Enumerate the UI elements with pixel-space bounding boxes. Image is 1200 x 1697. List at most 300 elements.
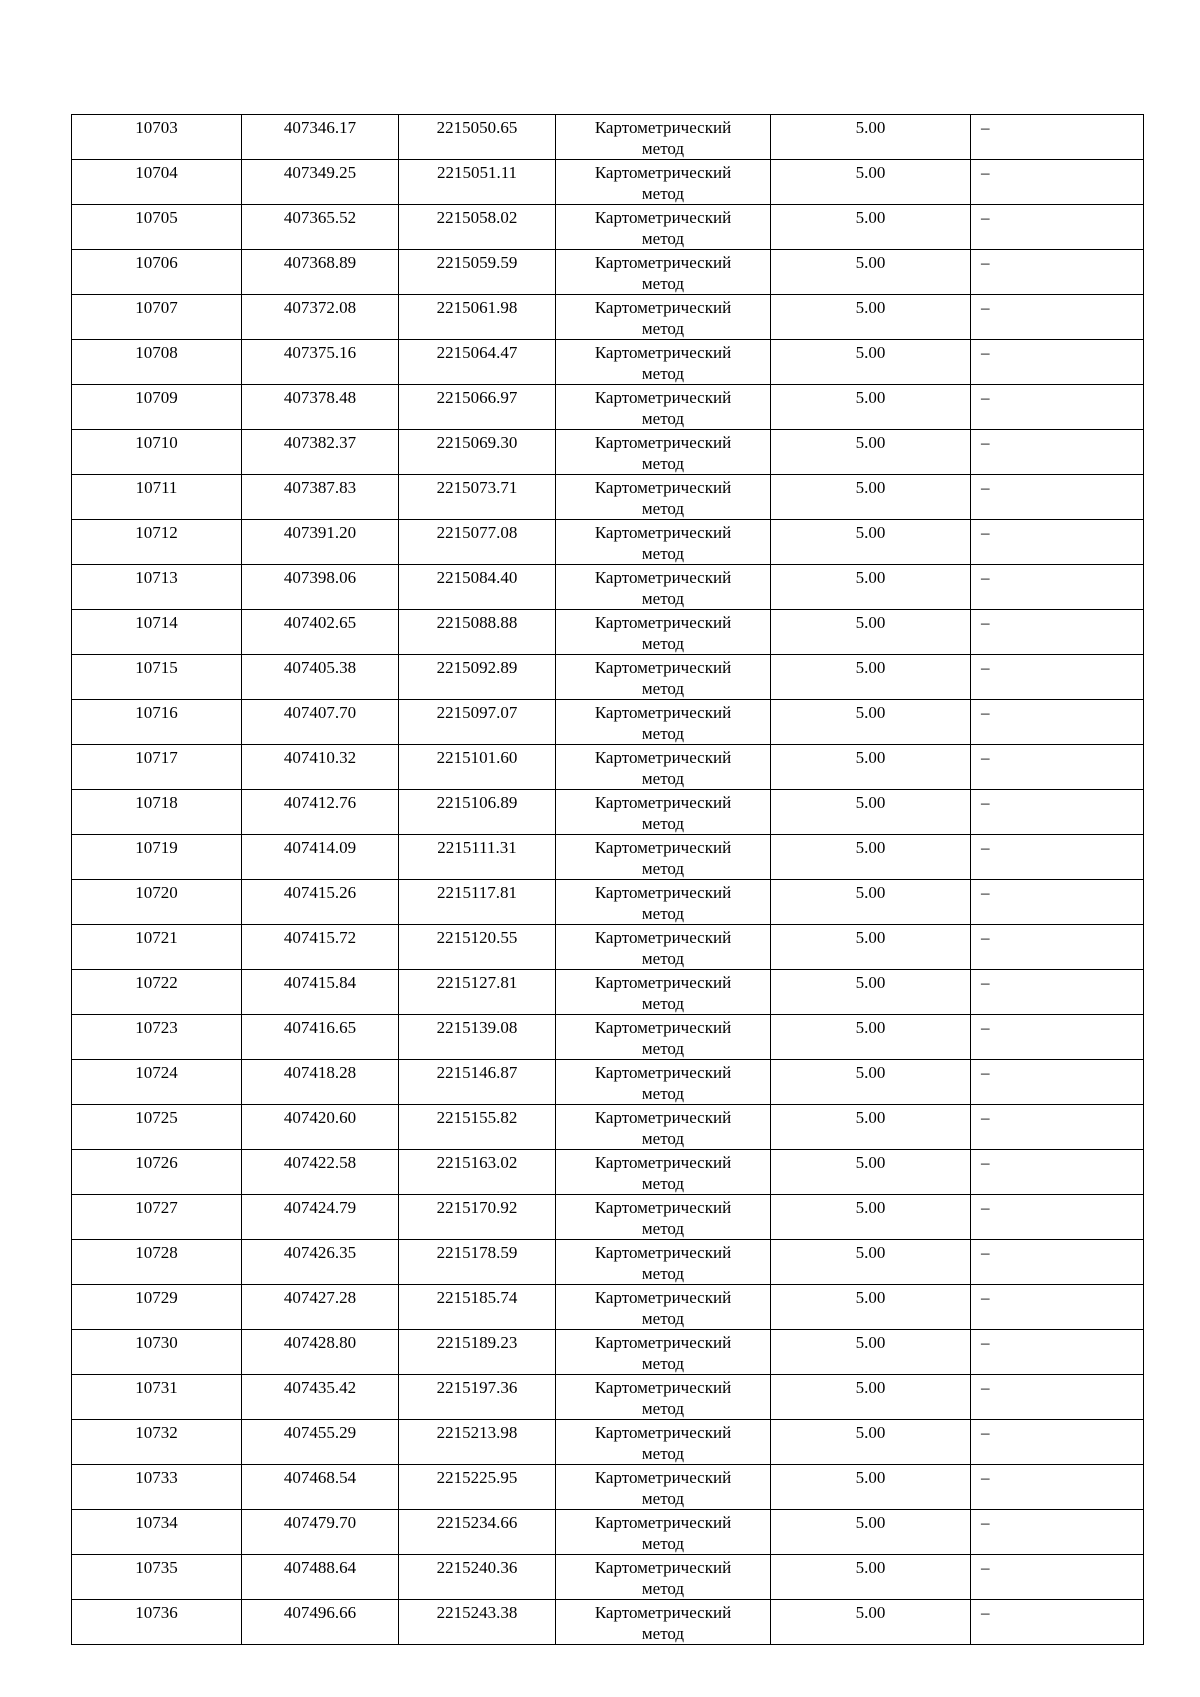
accuracy-cell: 5.00 <box>771 520 971 565</box>
note-cell: – <box>971 1150 1144 1195</box>
point-number-cell: 10716 <box>72 700 242 745</box>
accuracy-cell: 5.00 <box>771 565 971 610</box>
note-cell: – <box>971 160 1144 205</box>
x-coordinate-cell: 407420.60 <box>242 1105 399 1150</box>
method-line-1: Картометрический <box>594 658 732 677</box>
method-cell <box>556 970 771 1015</box>
point-number-cell: 10709 <box>72 385 242 430</box>
method-line-1: Картометрический <box>594 973 732 992</box>
point-number-cell: 10734 <box>72 1510 242 1555</box>
note-cell: – <box>971 250 1144 295</box>
method-cell <box>556 1285 771 1330</box>
method-line-1: Картометрический <box>594 1108 732 1127</box>
accuracy-cell: 5.00 <box>771 1015 971 1060</box>
method-line-1: Картометрический <box>594 1198 732 1217</box>
note-cell: – <box>971 1420 1144 1465</box>
point-number-cell: 10735 <box>72 1555 242 1600</box>
method-line-2: метод <box>641 1534 685 1553</box>
method-line-1: Картометрический <box>594 748 732 767</box>
method-line-1: Картометрический <box>594 1558 732 1577</box>
accuracy-cell: 5.00 <box>771 880 971 925</box>
method-line-1: Картометрический <box>594 1243 732 1262</box>
point-number-cell: 10728 <box>72 1240 242 1285</box>
accuracy-cell: 5.00 <box>771 1510 971 1555</box>
method-line-2: метод <box>641 184 685 203</box>
accuracy-cell: 5.00 <box>771 295 971 340</box>
method-line-1: Картометрический <box>594 1288 732 1307</box>
point-number-cell: 10720 <box>72 880 242 925</box>
y-coordinate-cell: 2215106.89 <box>399 790 556 835</box>
table-row <box>72 475 1144 520</box>
point-number-cell: 10724 <box>72 1060 242 1105</box>
method-line-1: Картометрический <box>594 1018 732 1037</box>
y-coordinate-cell: 2215111.31 <box>399 835 556 880</box>
table-row <box>72 1285 1144 1330</box>
y-coordinate-cell: 2215120.55 <box>399 925 556 970</box>
x-coordinate-cell: 407398.06 <box>242 565 399 610</box>
method-line-2: метод <box>641 1219 685 1238</box>
note-cell: – <box>971 115 1144 160</box>
y-coordinate-cell: 2215073.71 <box>399 475 556 520</box>
table-row <box>72 745 1144 790</box>
method-line-1: Картометрический <box>594 1378 732 1397</box>
point-number-cell: 10723 <box>72 1015 242 1060</box>
x-coordinate-cell: 407422.58 <box>242 1150 399 1195</box>
note-cell: – <box>971 565 1144 610</box>
accuracy-cell: 5.00 <box>771 1195 971 1240</box>
table-row <box>72 1330 1144 1375</box>
x-coordinate-cell: 407468.54 <box>242 1465 399 1510</box>
method-line-2: метод <box>641 1624 685 1643</box>
note-cell: – <box>971 655 1144 700</box>
point-number-cell: 10718 <box>72 790 242 835</box>
x-coordinate-cell: 407428.80 <box>242 1330 399 1375</box>
x-coordinate-cell: 407368.89 <box>242 250 399 295</box>
point-number-cell: 10710 <box>72 430 242 475</box>
point-number-cell: 10712 <box>72 520 242 565</box>
method-line-2: метод <box>641 139 685 158</box>
point-number-cell: 10707 <box>72 295 242 340</box>
accuracy-cell: 5.00 <box>771 610 971 655</box>
table-row <box>72 835 1144 880</box>
y-coordinate-cell: 2215058.02 <box>399 205 556 250</box>
accuracy-cell: 5.00 <box>771 1420 971 1465</box>
method-line-2: метод <box>641 1039 685 1058</box>
point-number-cell: 10730 <box>72 1330 242 1375</box>
x-coordinate-cell: 407405.38 <box>242 655 399 700</box>
method-line-1: Картометрический <box>594 1063 732 1082</box>
method-line-1: Картометрический <box>594 523 732 542</box>
note-cell: – <box>971 700 1144 745</box>
point-number-cell: 10708 <box>72 340 242 385</box>
x-coordinate-cell: 407415.26 <box>242 880 399 925</box>
y-coordinate-cell: 2215170.92 <box>399 1195 556 1240</box>
y-coordinate-cell: 2215061.98 <box>399 295 556 340</box>
note-cell: – <box>971 1060 1144 1105</box>
y-coordinate-cell: 2215146.87 <box>399 1060 556 1105</box>
x-coordinate-cell: 407427.28 <box>242 1285 399 1330</box>
table-row <box>72 1510 1144 1555</box>
method-line-1: Картометрический <box>594 433 732 452</box>
method-line-1: Картометрический <box>594 838 732 857</box>
method-line-2: метод <box>641 1399 685 1418</box>
accuracy-cell: 5.00 <box>771 385 971 430</box>
table-row <box>72 970 1144 1015</box>
table-row <box>72 655 1144 700</box>
table-row <box>72 430 1144 475</box>
table-row <box>72 1150 1144 1195</box>
x-coordinate-cell: 407426.35 <box>242 1240 399 1285</box>
method-line-1: Картометрический <box>594 1423 732 1442</box>
accuracy-cell: 5.00 <box>771 1465 971 1510</box>
method-cell <box>556 565 771 610</box>
note-cell: – <box>971 1510 1144 1555</box>
accuracy-cell: 5.00 <box>771 1375 971 1420</box>
point-number-cell: 10727 <box>72 1195 242 1240</box>
point-number-cell: 10736 <box>72 1600 242 1645</box>
accuracy-cell: 5.00 <box>771 1555 971 1600</box>
x-coordinate-cell: 407378.48 <box>242 385 399 430</box>
accuracy-cell: 5.00 <box>771 160 971 205</box>
y-coordinate-cell: 2215213.98 <box>399 1420 556 1465</box>
table-row <box>72 1555 1144 1600</box>
table-row <box>72 295 1144 340</box>
method-cell <box>556 745 771 790</box>
x-coordinate-cell: 407488.64 <box>242 1555 399 1600</box>
method-cell <box>556 1105 771 1150</box>
x-coordinate-cell: 407424.79 <box>242 1195 399 1240</box>
y-coordinate-cell: 2215234.66 <box>399 1510 556 1555</box>
y-coordinate-cell: 2215088.88 <box>399 610 556 655</box>
x-coordinate-cell: 407387.83 <box>242 475 399 520</box>
method-cell <box>556 250 771 295</box>
method-cell <box>556 655 771 700</box>
method-line-1: Картометрический <box>594 118 732 137</box>
x-coordinate-cell: 407365.52 <box>242 205 399 250</box>
accuracy-cell: 5.00 <box>771 1600 971 1645</box>
table-row <box>72 565 1144 610</box>
accuracy-cell: 5.00 <box>771 340 971 385</box>
method-cell <box>556 205 771 250</box>
table-row <box>72 1105 1144 1150</box>
note-cell: – <box>971 880 1144 925</box>
x-coordinate-cell: 407496.66 <box>242 1600 399 1645</box>
method-line-1: Картометрический <box>594 253 732 272</box>
accuracy-cell: 5.00 <box>771 1240 971 1285</box>
method-cell <box>556 340 771 385</box>
note-cell: – <box>971 1195 1144 1240</box>
method-line-1: Картометрический <box>594 1468 732 1487</box>
note-cell: – <box>971 475 1144 520</box>
x-coordinate-cell: 407416.65 <box>242 1015 399 1060</box>
y-coordinate-cell: 2215092.89 <box>399 655 556 700</box>
method-cell <box>556 1150 771 1195</box>
accuracy-cell: 5.00 <box>771 430 971 475</box>
x-coordinate-cell: 407391.20 <box>242 520 399 565</box>
y-coordinate-cell: 2215178.59 <box>399 1240 556 1285</box>
method-cell <box>556 700 771 745</box>
point-number-cell: 10726 <box>72 1150 242 1195</box>
method-line-2: метод <box>641 1579 685 1598</box>
point-number-cell: 10715 <box>72 655 242 700</box>
method-cell <box>556 1375 771 1420</box>
method-line-1: Картометрический <box>594 703 732 722</box>
note-cell: – <box>971 1555 1144 1600</box>
method-line-1: Картометрический <box>594 613 732 632</box>
point-number-cell: 10704 <box>72 160 242 205</box>
table-row <box>72 1600 1144 1645</box>
method-line-2: метод <box>641 679 685 698</box>
note-cell: – <box>971 925 1144 970</box>
note-cell: – <box>971 970 1144 1015</box>
table-row <box>72 610 1144 655</box>
x-coordinate-cell: 407415.72 <box>242 925 399 970</box>
note-cell: – <box>971 1105 1144 1150</box>
coordinates-table <box>71 114 1144 1645</box>
method-cell <box>556 1600 771 1645</box>
x-coordinate-cell: 407455.29 <box>242 1420 399 1465</box>
method-line-1: Картометрический <box>594 388 732 407</box>
method-cell <box>556 295 771 340</box>
table-row <box>72 1420 1144 1465</box>
method-line-2: метод <box>641 274 685 293</box>
method-cell <box>556 880 771 925</box>
method-line-1: Картометрический <box>594 163 732 182</box>
note-cell: – <box>971 205 1144 250</box>
method-line-2: метод <box>641 634 685 653</box>
method-line-2: метод <box>641 724 685 743</box>
accuracy-cell: 5.00 <box>771 970 971 1015</box>
method-line-2: метод <box>641 499 685 518</box>
method-cell <box>556 1060 771 1105</box>
table-row <box>72 340 1144 385</box>
y-coordinate-cell: 2215185.74 <box>399 1285 556 1330</box>
method-line-1: Картометрический <box>594 343 732 362</box>
method-line-1: Картометрический <box>594 1513 732 1532</box>
method-line-2: метод <box>641 1444 685 1463</box>
note-cell: – <box>971 1285 1144 1330</box>
method-line-1: Картометрический <box>594 208 732 227</box>
method-line-1: Картометрический <box>594 883 732 902</box>
table-row <box>72 205 1144 250</box>
table-row <box>72 1465 1144 1510</box>
table-row <box>72 160 1144 205</box>
x-coordinate-cell: 407375.16 <box>242 340 399 385</box>
method-line-2: метод <box>641 1084 685 1103</box>
point-number-cell: 10714 <box>72 610 242 655</box>
method-cell <box>556 1195 771 1240</box>
method-cell <box>556 430 771 475</box>
note-cell: – <box>971 1375 1144 1420</box>
y-coordinate-cell: 2215051.11 <box>399 160 556 205</box>
method-line-2: метод <box>641 589 685 608</box>
note-cell: – <box>971 835 1144 880</box>
method-cell <box>556 1240 771 1285</box>
y-coordinate-cell: 2215139.08 <box>399 1015 556 1060</box>
method-line-1: Картометрический <box>594 478 732 497</box>
method-cell <box>556 385 771 430</box>
point-number-cell: 10705 <box>72 205 242 250</box>
method-line-1: Картометрический <box>594 793 732 812</box>
table-row <box>72 250 1144 295</box>
x-coordinate-cell: 407410.32 <box>242 745 399 790</box>
table-row <box>72 1240 1144 1285</box>
y-coordinate-cell: 2215097.07 <box>399 700 556 745</box>
method-line-2: метод <box>641 769 685 788</box>
x-coordinate-cell: 407349.25 <box>242 160 399 205</box>
point-number-cell: 10731 <box>72 1375 242 1420</box>
point-number-cell: 10733 <box>72 1465 242 1510</box>
accuracy-cell: 5.00 <box>771 205 971 250</box>
y-coordinate-cell: 2215127.81 <box>399 970 556 1015</box>
y-coordinate-cell: 2215064.47 <box>399 340 556 385</box>
accuracy-cell: 5.00 <box>771 835 971 880</box>
table-row <box>72 385 1144 430</box>
accuracy-cell: 5.00 <box>771 925 971 970</box>
accuracy-cell: 5.00 <box>771 115 971 160</box>
method-line-2: метод <box>641 544 685 563</box>
accuracy-cell: 5.00 <box>771 1105 971 1150</box>
method-cell <box>556 610 771 655</box>
method-line-2: метод <box>641 409 685 428</box>
note-cell: – <box>971 610 1144 655</box>
y-coordinate-cell: 2215163.02 <box>399 1150 556 1195</box>
y-coordinate-cell: 2215155.82 <box>399 1105 556 1150</box>
method-line-1: Картометрический <box>594 1153 732 1172</box>
point-number-cell: 10729 <box>72 1285 242 1330</box>
method-line-2: метод <box>641 319 685 338</box>
note-cell: – <box>971 520 1144 565</box>
method-line-1: Картометрический <box>594 1603 732 1622</box>
method-cell <box>556 925 771 970</box>
method-line-1: Картометрический <box>594 568 732 587</box>
y-coordinate-cell: 2215101.60 <box>399 745 556 790</box>
note-cell: – <box>971 340 1144 385</box>
point-number-cell: 10703 <box>72 115 242 160</box>
note-cell: – <box>971 1330 1144 1375</box>
point-number-cell: 10721 <box>72 925 242 970</box>
method-cell <box>556 1510 771 1555</box>
table-row <box>72 1060 1144 1105</box>
point-number-cell: 10725 <box>72 1105 242 1150</box>
accuracy-cell: 5.00 <box>771 1150 971 1195</box>
y-coordinate-cell: 2215197.36 <box>399 1375 556 1420</box>
x-coordinate-cell: 407372.08 <box>242 295 399 340</box>
y-coordinate-cell: 2215189.23 <box>399 1330 556 1375</box>
table-row <box>72 115 1144 160</box>
table-row <box>72 1195 1144 1240</box>
point-number-cell: 10722 <box>72 970 242 1015</box>
method-line-2: метод <box>641 454 685 473</box>
y-coordinate-cell: 2215243.38 <box>399 1600 556 1645</box>
point-number-cell: 10711 <box>72 475 242 520</box>
x-coordinate-cell: 407479.70 <box>242 1510 399 1555</box>
method-line-2: метод <box>641 364 685 383</box>
point-number-cell: 10713 <box>72 565 242 610</box>
y-coordinate-cell: 2215117.81 <box>399 880 556 925</box>
x-coordinate-cell: 407418.28 <box>242 1060 399 1105</box>
method-cell <box>556 520 771 565</box>
method-cell <box>556 1555 771 1600</box>
method-line-2: метод <box>641 1489 685 1508</box>
y-coordinate-cell: 2215059.59 <box>399 250 556 295</box>
y-coordinate-cell: 2215225.95 <box>399 1465 556 1510</box>
method-cell <box>556 1015 771 1060</box>
note-cell: – <box>971 790 1144 835</box>
method-line-2: метод <box>641 1129 685 1148</box>
method-line-2: метод <box>641 814 685 833</box>
x-coordinate-cell: 407414.09 <box>242 835 399 880</box>
method-line-2: метод <box>641 1309 685 1328</box>
method-cell <box>556 160 771 205</box>
method-line-2: метод <box>641 229 685 248</box>
method-cell <box>556 790 771 835</box>
accuracy-cell: 5.00 <box>771 700 971 745</box>
table-body <box>72 115 1144 1645</box>
method-line-2: метод <box>641 994 685 1013</box>
point-number-cell: 10706 <box>72 250 242 295</box>
method-cell <box>556 1330 771 1375</box>
method-line-2: метод <box>641 1354 685 1373</box>
note-cell: – <box>971 1240 1144 1285</box>
method-line-2: метод <box>641 1174 685 1193</box>
note-cell: – <box>971 1600 1144 1645</box>
accuracy-cell: 5.00 <box>771 1285 971 1330</box>
y-coordinate-cell: 2215066.97 <box>399 385 556 430</box>
accuracy-cell: 5.00 <box>771 475 971 520</box>
y-coordinate-cell: 2215069.30 <box>399 430 556 475</box>
accuracy-cell: 5.00 <box>771 745 971 790</box>
method-cell <box>556 1465 771 1510</box>
accuracy-cell: 5.00 <box>771 250 971 295</box>
method-cell <box>556 1420 771 1465</box>
x-coordinate-cell: 407435.42 <box>242 1375 399 1420</box>
method-line-2: метод <box>641 859 685 878</box>
accuracy-cell: 5.00 <box>771 1330 971 1375</box>
accuracy-cell: 5.00 <box>771 1060 971 1105</box>
point-number-cell: 10732 <box>72 1420 242 1465</box>
note-cell: – <box>971 385 1144 430</box>
table-row <box>72 880 1144 925</box>
table-row <box>72 1375 1144 1420</box>
accuracy-cell: 5.00 <box>771 790 971 835</box>
note-cell: – <box>971 295 1144 340</box>
point-number-cell: 10719 <box>72 835 242 880</box>
y-coordinate-cell: 2215084.40 <box>399 565 556 610</box>
table-row <box>72 1015 1144 1060</box>
method-cell <box>556 835 771 880</box>
point-number-cell: 10717 <box>72 745 242 790</box>
method-line-1: Картометрический <box>594 928 732 947</box>
x-coordinate-cell: 407412.76 <box>242 790 399 835</box>
y-coordinate-cell: 2215050.65 <box>399 115 556 160</box>
method-line-2: метод <box>641 904 685 923</box>
method-line-1: Картометрический <box>594 298 732 317</box>
note-cell: – <box>971 745 1144 790</box>
table-row <box>72 925 1144 970</box>
method-cell <box>556 115 771 160</box>
note-cell: – <box>971 430 1144 475</box>
y-coordinate-cell: 2215077.08 <box>399 520 556 565</box>
table-row <box>72 790 1144 835</box>
method-line-2: метод <box>641 949 685 968</box>
table-row <box>72 520 1144 565</box>
method-line-2: метод <box>641 1264 685 1283</box>
x-coordinate-cell: 407402.65 <box>242 610 399 655</box>
table-row <box>72 700 1144 745</box>
x-coordinate-cell: 407346.17 <box>242 115 399 160</box>
method-cell <box>556 475 771 520</box>
